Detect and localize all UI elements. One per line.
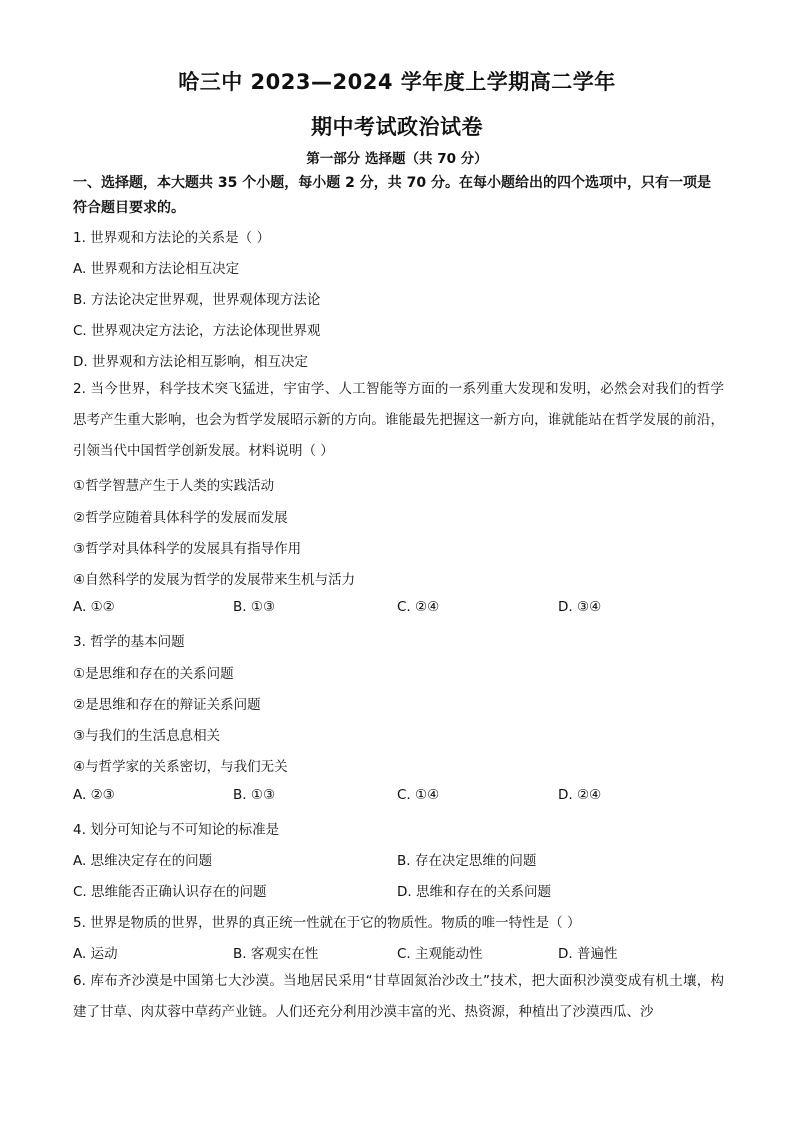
q4-option-d: D. 思维和存在的关系问题 (397, 884, 551, 900)
exam-title-line1: 哈三中 2023—2024 学年度上学期高二学年 (178, 70, 616, 94)
q6-stem: 6. 库布齐沙漠是中国第七大沙漠。当地居民采用“甘草固氮治沙改土”技术，把大面积沙漠变成有机土壤，构建了甘草、肉苁蓉中草药产业链。人们还充分利用沙漠丰富的光、热资源，种植出了沙漠西瓜、沙 (73, 973, 724, 1020)
q4-option-c: C. 思维能否正确认识存在的问题 (73, 884, 267, 900)
q1-option-c: C. 世界观决定方法论，方法论体现世界观 (73, 323, 321, 339)
q3-item-4: ④与哲学家的关系密切，与我们无关 (73, 759, 288, 775)
q2-item-2: ②哲学应随着具体科学的发展而发展 (73, 510, 288, 526)
q3-stem: 3. 哲学的基本问题 (73, 634, 185, 650)
q3-option-c: C. ①④ (397, 787, 440, 803)
q3-item-3: ③与我们的生活息息相关 (73, 728, 221, 744)
q2-item-3: ③哲学对具体科学的发展具有指导作用 (73, 541, 302, 557)
instructions: 一、选择题，本大题共 35 个小题，每小题 2 分，共 70 分。在每小题给出的四个选项中，只有一项是符合题目要求的。 (73, 175, 711, 216)
q2-option-b: B. ①③ (233, 599, 276, 615)
q2-option-d: D. ③④ (558, 599, 602, 615)
q4-option-a: A. 思维决定存在的问题 (73, 853, 213, 869)
exam-title-line2: 期中考试政治试卷 (311, 115, 483, 139)
q1-option-b: B. 方法论决定世界观，世界观体现方法论 (73, 292, 321, 308)
q1-stem: 1. 世界观和方法论的关系是（ ） (73, 230, 270, 246)
q5-option-a: A. 运动 (73, 946, 118, 962)
q5-option-c: C. 主观能动性 (397, 946, 483, 962)
q3-option-d: D. ②④ (558, 787, 602, 803)
q2-option-c: C. ②④ (397, 599, 440, 615)
q4-option-b: B. 存在决定思维的问题 (397, 853, 537, 869)
q1-option-a: A. 世界观和方法论相互决定 (73, 261, 240, 277)
q4-stem: 4. 划分可知论与不可知论的标准是 (73, 822, 280, 838)
q3-option-b: B. ①③ (233, 787, 276, 803)
q3-option-a: A. ②③ (73, 787, 115, 803)
q5-stem: 5. 世界是物质的世界，世界的真正统一性就在于它的物质性。物质的唯一特性是（ ） (73, 915, 581, 931)
q3-item-1: ①是思维和存在的关系问题 (73, 666, 234, 682)
q2-option-a: A. ①② (73, 599, 115, 615)
q5-option-b: B. 客观实在性 (233, 946, 319, 962)
q2-stem: 2. 当今世界，科学技术突飞猛进，宇宙学、人工智能等方面的一系列重大发现和发明，必然会对我们的哲学思考产生重大影响，也会为哲学发展昭示新的方向。谁能最先把握这一新方向，谁就能站在哲学发展的前沿，引领当代中国哲学创新发展。材料说明（ ） (73, 381, 724, 459)
q2-item-4: ④自然科学的发展为哲学的发展带来生机与活力 (73, 572, 356, 588)
q3-item-2: ②是思维和存在的辩证关系问题 (73, 697, 261, 713)
section-heading: 第一部分 选择题（共 70 分） (306, 151, 488, 167)
q5-option-d: D. 普遍性 (558, 946, 618, 962)
q2-item-1: ①哲学智慧产生于人类的实践活动 (73, 478, 275, 494)
q1-option-d: D. 世界观和方法论相互影响，相互决定 (73, 354, 308, 370)
